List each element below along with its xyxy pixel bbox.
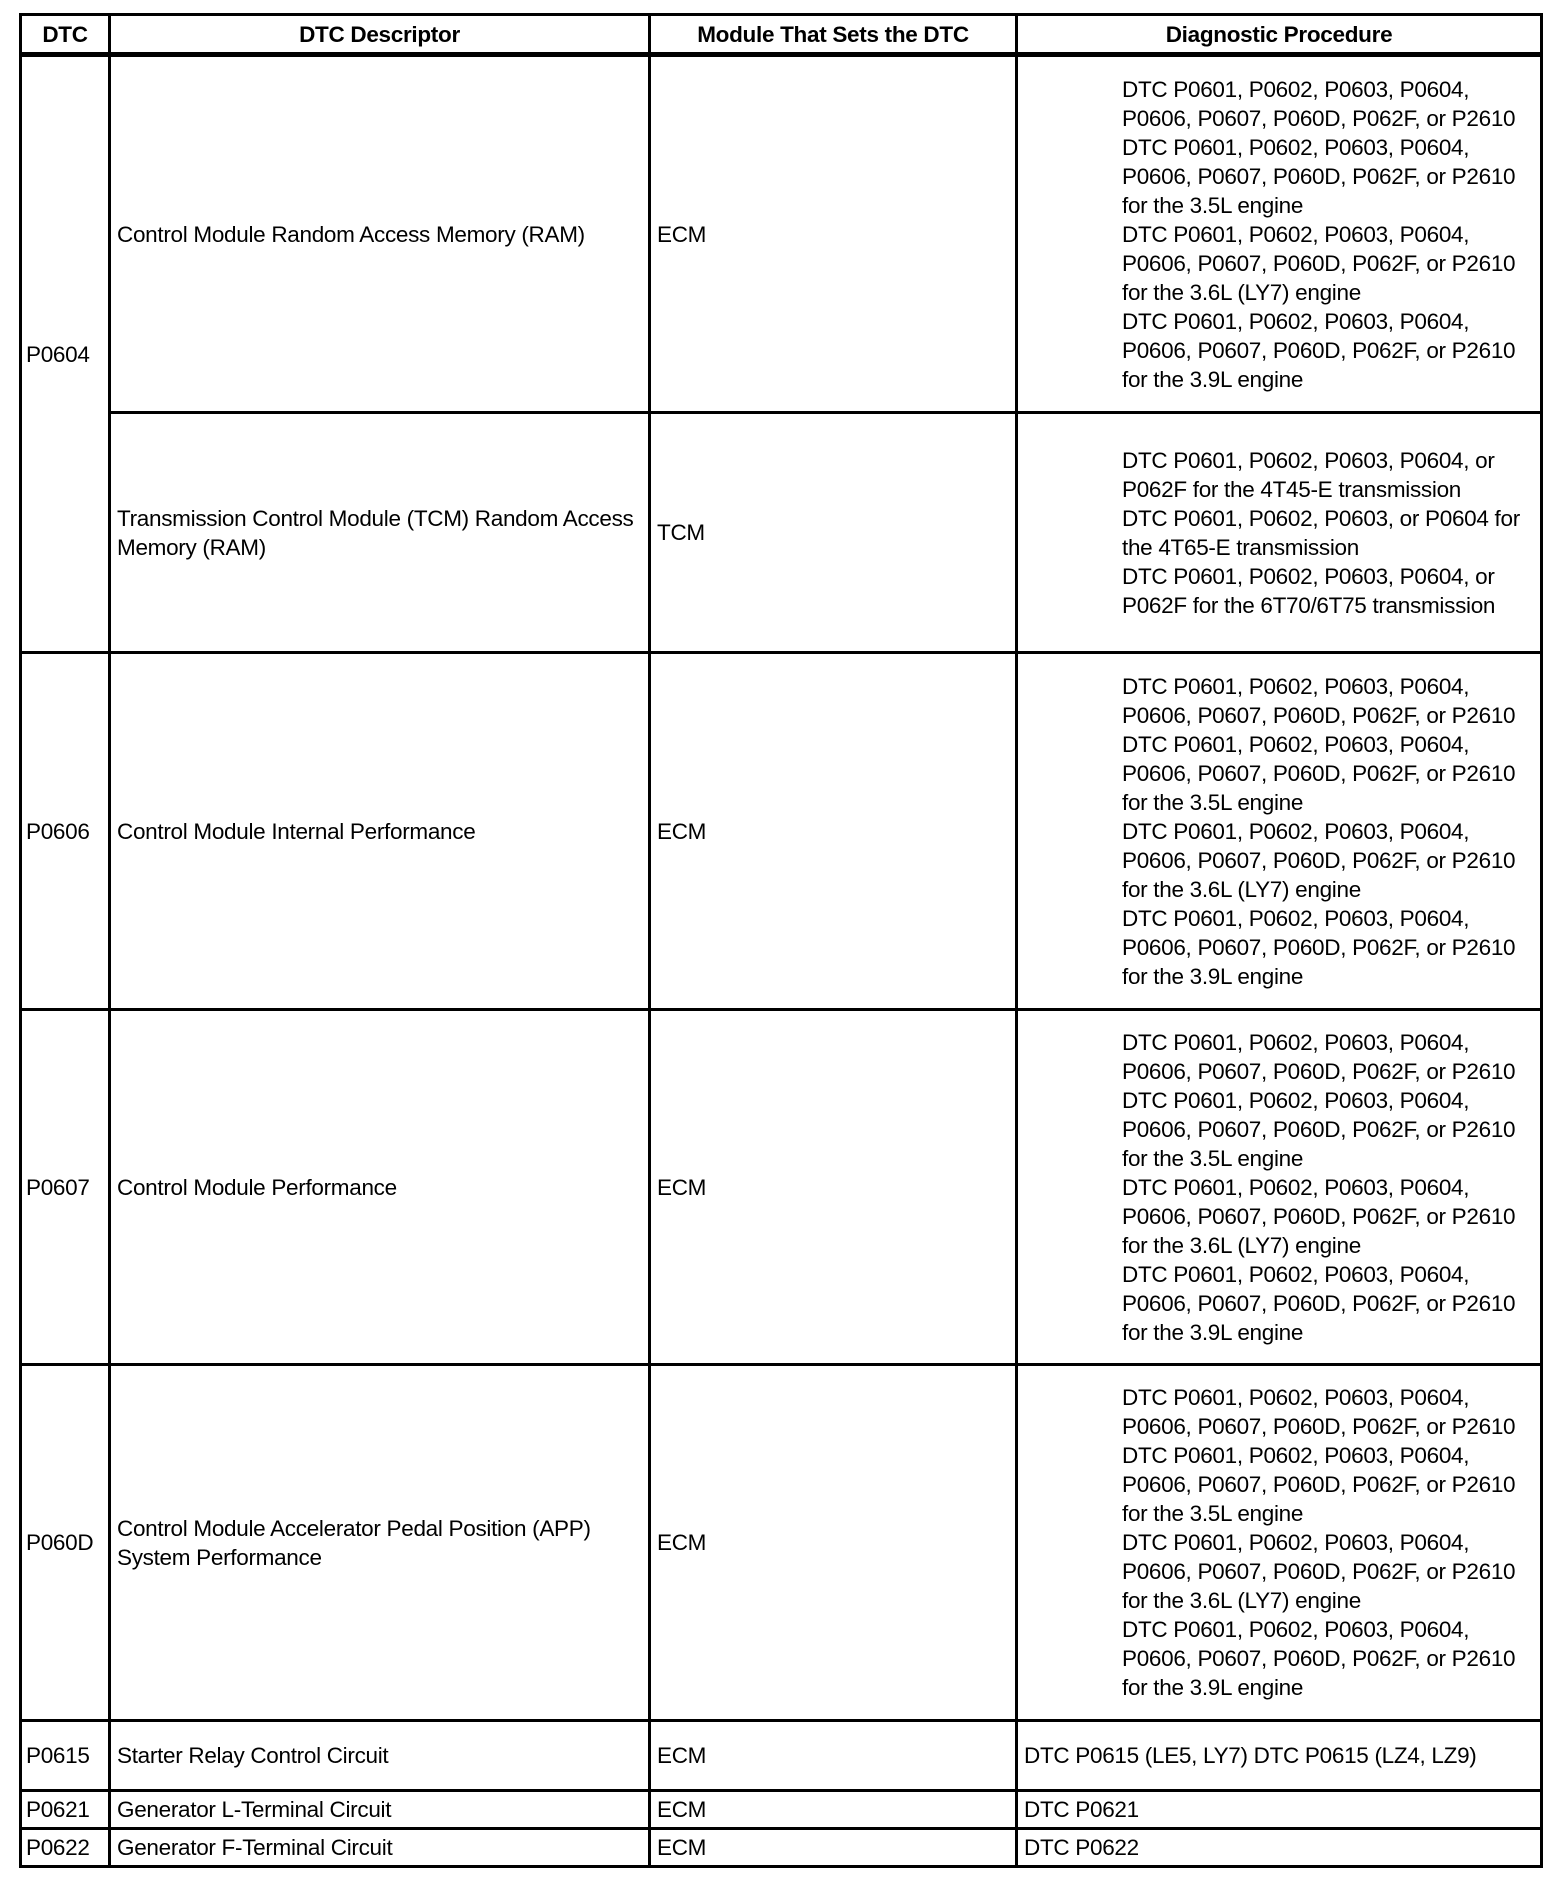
procedure-link[interactable]: DTC P0601, P0602, P0603, P0604, P0606, P0607, P060D, P062F, or P2610 bbox=[1122, 673, 1516, 728]
dtc-descriptor: Generator F-Terminal Circuit bbox=[110, 1829, 650, 1867]
procedure-link[interactable]: DTC P0622 bbox=[1024, 1835, 1139, 1860]
procedure-link[interactable]: DTC P0601, P0602, P0603, P0604, P0606, P0607, P060D, P062F, or P2610 for the 3.6L (LY7) engine bbox=[1122, 1174, 1516, 1258]
dtc-code: P060D bbox=[21, 1365, 110, 1721]
module-name: ECM bbox=[650, 1791, 1017, 1829]
procedure-link[interactable]: DTC P0621 bbox=[1024, 1797, 1139, 1822]
table-header-row bbox=[21, 15, 1542, 55]
module-name: TCM bbox=[650, 413, 1017, 653]
header-module: Module That Sets the DTC bbox=[650, 15, 1017, 55]
dtc-descriptor: Generator L-Terminal Circuit bbox=[110, 1791, 650, 1829]
table-row bbox=[21, 1721, 1542, 1791]
module-name: ECM bbox=[650, 1829, 1017, 1867]
diagnostic-procedure bbox=[1017, 653, 1542, 1010]
diagnostic-procedure bbox=[1017, 413, 1542, 653]
procedure-link[interactable]: DTC P0601, P0602, P0603, P0604, P0606, P0607, P060D, P062F, or P2610 for the 3.6L (LY7) engine bbox=[1122, 1530, 1516, 1613]
diagnostic-procedure bbox=[1017, 55, 1542, 413]
procedure-link[interactable]: DTC P0601, P0602, P0603, P0604, or P062F for the 4T45-E transmission bbox=[1122, 447, 1495, 502]
header-dtc: DTC bbox=[21, 15, 110, 55]
procedure-link[interactable]: DTC P0601, P0602, P0603, P0604, P0606, P0607, P060D, P062F, or P2610 for the 3.6L (LY7) engine bbox=[1122, 818, 1516, 902]
table-row bbox=[21, 1829, 1542, 1867]
diagnostic-procedure bbox=[1017, 1721, 1542, 1791]
procedure-link[interactable]: DTC P0615 (LE5, LY7) DTC P0615 (LZ4, LZ9) bbox=[1024, 1743, 1477, 1768]
procedure-link[interactable]: DTC P0601, P0602, P0603, P0604, P0606, P0607, P060D, P062F, or P2610 for the 3.6L (LY7) engine bbox=[1122, 221, 1516, 305]
procedure-link[interactable]: DTC P0601, P0602, P0603, P0604, P0606, P0607, P060D, P062F, or P2610 bbox=[1122, 1029, 1516, 1084]
table-row bbox=[21, 653, 1542, 1010]
dtc-descriptor: Control Module Random Access Memory (RAM) bbox=[110, 55, 650, 413]
header-diagnostic-procedure: Diagnostic Procedure bbox=[1017, 15, 1542, 55]
procedure-link[interactable]: DTC P0601, P0602, P0603, P0604, P0606, P0607, P060D, P062F, or P2610 for the 3.5L engine bbox=[1122, 731, 1516, 815]
table-row bbox=[21, 1365, 1542, 1721]
dtc-descriptor: Control Module Internal Performance bbox=[110, 653, 650, 1010]
diagnostic-procedure bbox=[1017, 1829, 1542, 1867]
dtc-code: P0622 bbox=[21, 1829, 110, 1867]
dtc-code: P0604 bbox=[21, 55, 110, 653]
procedure-link[interactable]: DTC P0601, P0602, P0603, P0604, or P062F for the 6T70/6T75 transmission bbox=[1122, 563, 1496, 618]
table-row bbox=[21, 55, 1542, 413]
procedure-link[interactable]: DTC P0601, P0602, P0603, P0604, P0606, P0607, P060D, P062F, or P2610 for the 3.9L engine bbox=[1122, 1261, 1516, 1345]
dtc-code: P0606 bbox=[21, 653, 110, 1010]
procedure-link[interactable]: DTC P0601, P0602, P0603, P0604, P0606, P0607, P060D, P062F, or P2610 for the 3.9L engine bbox=[1122, 308, 1516, 392]
table-body bbox=[21, 55, 1542, 1867]
diagnostic-procedure bbox=[1017, 1365, 1542, 1721]
dtc-descriptor: Control Module Performance bbox=[110, 1010, 650, 1365]
module-name: ECM bbox=[650, 1365, 1017, 1721]
procedure-link[interactable]: DTC P0601, P0602, P0603, P0604, P0606, P0607, P060D, P062F, or P2610 for the 3.9L engine bbox=[1122, 1617, 1516, 1700]
procedure-link[interactable]: DTC P0601, P0602, P0603, P0604, P0606, P0607, P060D, P062F, or P2610 for the 3.5L engine bbox=[1122, 1443, 1516, 1526]
dtc-code: P0615 bbox=[21, 1721, 110, 1791]
procedure-link[interactable]: DTC P0601, P0602, P0603, P0604, P0606, P0607, P060D, P062F, or P2610 for the 3.5L engine bbox=[1122, 1087, 1516, 1171]
table-row bbox=[21, 413, 1542, 653]
procedure-link[interactable]: DTC P0601, P0602, P0603, P0604, P0606, P0607, P060D, P062F, or P2610 for the 3.5L engine bbox=[1122, 134, 1516, 218]
procedure-link[interactable]: DTC P0601, P0602, P0603, P0604, P0606, P0607, P060D, P062F, or P2610 for the 3.9L engine bbox=[1122, 905, 1516, 989]
dtc-descriptor: Control Module Accelerator Pedal Position (APP) System Performance bbox=[110, 1365, 650, 1721]
diagnostic-procedure bbox=[1017, 1010, 1542, 1365]
dtc-table bbox=[19, 13, 1543, 1868]
table-row bbox=[21, 1791, 1542, 1829]
procedure-link[interactable]: DTC P0601, P0602, P0603, P0604, P0606, P0607, P060D, P062F, or P2610 bbox=[1122, 76, 1516, 131]
diagnostic-procedure bbox=[1017, 1791, 1542, 1829]
module-name: ECM bbox=[650, 55, 1017, 413]
module-name: ECM bbox=[650, 1010, 1017, 1365]
header-dtc-descriptor: DTC Descriptor bbox=[110, 15, 650, 55]
procedure-link[interactable]: DTC P0601, P0602, P0603, or P0604 for the 4T65-E transmission bbox=[1122, 505, 1520, 560]
table-row bbox=[21, 1010, 1542, 1365]
module-name: ECM bbox=[650, 1721, 1017, 1791]
module-name: ECM bbox=[650, 653, 1017, 1010]
dtc-descriptor: Transmission Control Module (TCM) Random Access Memory (RAM) bbox=[110, 413, 650, 653]
dtc-descriptor: Starter Relay Control Circuit bbox=[110, 1721, 650, 1791]
procedure-link[interactable]: DTC P0601, P0602, P0603, P0604, P0606, P0607, P060D, P062F, or P2610 bbox=[1122, 1385, 1516, 1439]
dtc-code: P0607 bbox=[21, 1010, 110, 1365]
dtc-code: P0621 bbox=[21, 1791, 110, 1829]
